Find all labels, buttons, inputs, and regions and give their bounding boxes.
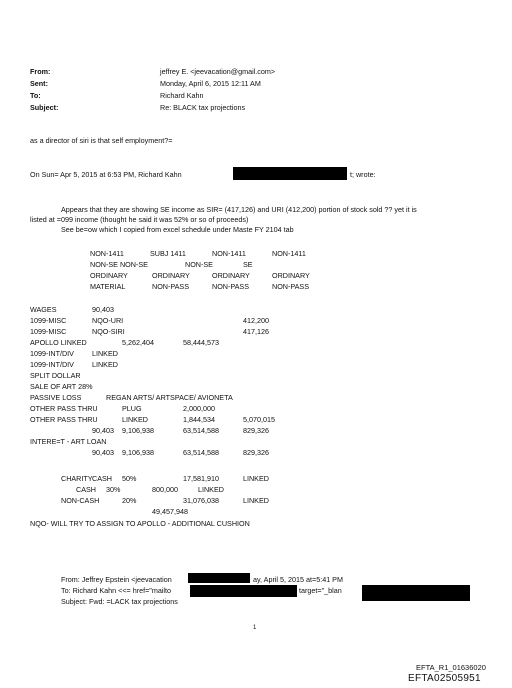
col-header: NON-SE (185, 260, 213, 269)
redaction-block (188, 573, 250, 583)
col-header: NON-PASS (272, 282, 310, 291)
forward-to-left: To: Richard Kahn <<= href="mailto (61, 586, 172, 595)
col-header: MATERIAL (90, 282, 126, 291)
charity-note: NQO- WILL TRY TO ASSIGN TO APOLLO - ADDITIONAL CUSHION (30, 519, 250, 528)
forward-from-left: From: Jeffrey Epstein <jeevacation (61, 575, 172, 584)
schedule-cell: SALE OF ART 28% (30, 382, 93, 391)
schedule-cell: 63,514,588 (183, 426, 219, 435)
schedule-cell: 5,070,015 (243, 415, 275, 424)
schedule-cell: 5,262,404 (122, 338, 154, 347)
charity-total: 49,457,948 (152, 507, 188, 516)
schedule-cell: PASSIVE LOSS (30, 393, 82, 402)
schedule-cell: 2,000,000 (183, 404, 215, 413)
schedule-cell: 1099-MISC (30, 327, 67, 336)
charity-cell: LINKED (243, 496, 269, 505)
charity-cell: CASH (92, 474, 112, 483)
col-header: NON-PASS (212, 282, 250, 291)
schedule-cell: 90,403 (92, 305, 114, 314)
paragraph-line-1: Appears that they are showing SE income as SIR= (417,126) and URI (412,200) portion of stock sold ?? yet it is (61, 205, 417, 214)
charity-cell: 20% (122, 496, 137, 505)
schedule-cell: 90,403 (92, 426, 114, 435)
footer-id-large: EFTA02505951 (408, 673, 481, 684)
schedule-cell: LINKED (92, 349, 118, 358)
schedule-cell: 412,200 (243, 316, 269, 325)
schedule-cell: 1099-INT/DIV (30, 349, 74, 358)
schedule-cell: 417,126 (243, 327, 269, 336)
schedule-cell: 829,326 (243, 448, 269, 457)
schedule-cell: APOLLO LINKED (30, 338, 87, 347)
schedule-cell: 58,444,573 (183, 338, 219, 347)
schedule-cell: REGAN ARTS/ ARTSPACE/ AVIONETA (106, 393, 233, 402)
quote-intro-right: t; wrote: (350, 170, 376, 179)
paragraph-line-3: See be=ow which I copied from excel schedule under Maste FY 2104 tab (61, 225, 294, 234)
col-header: ORDINARY (152, 271, 190, 280)
subject-label: Subject: (30, 103, 59, 112)
col-header: NON-SE NON-SE (90, 260, 148, 269)
charity-cell: CHARITY (61, 474, 93, 483)
redaction-block (233, 167, 347, 180)
from-value: jeffrey E. <jeevacation@gmail.com> (160, 67, 276, 76)
schedule-cell: OTHER PASS THRU (30, 415, 98, 424)
redaction-block (190, 585, 297, 597)
redaction-block (362, 585, 470, 601)
schedule-cell: 9,106,938 (122, 426, 154, 435)
question-line: as a director of siri is that self employment?= (30, 136, 173, 145)
schedule-cell: LINKED (92, 360, 118, 369)
to-label: To: (30, 91, 41, 100)
schedule-cell: 1099-MISC (30, 316, 67, 325)
col-header: ORDINARY (272, 271, 310, 280)
schedule-cell: 1099-INT/DIV (30, 360, 74, 369)
schedule-cell: 90,403 (92, 448, 114, 457)
from-label: From: (30, 67, 51, 76)
col-header: NON-1411 (272, 249, 306, 258)
paragraph-line-2: listed at =099 income (thought he said it was 52% or so of proceeds) (30, 215, 249, 224)
schedule-cell: 1,844,534 (183, 415, 215, 424)
schedule-cell: 829,326 (243, 426, 269, 435)
schedule-cell: INTERE=T - ART LOAN (30, 437, 107, 446)
charity-cell: 30% (106, 485, 121, 494)
charity-cell: CASH (76, 485, 96, 494)
charity-cell: 800,000 (152, 485, 178, 494)
col-header: SE (243, 260, 253, 269)
charity-cell: 17,581,910 (183, 474, 219, 483)
col-header: ORDINARY (90, 271, 128, 280)
charity-cell: 50% (122, 474, 137, 483)
schedule-cell: 63,514,588 (183, 448, 219, 457)
forward-to-right: target="_blan (299, 586, 342, 595)
schedule-cell: LINKED (122, 415, 148, 424)
schedule-cell: NQO-SIRI (92, 327, 125, 336)
charity-cell: LINKED (243, 474, 269, 483)
schedule-cell: WAGES (30, 305, 57, 314)
charity-cell: 31,076,038 (183, 496, 219, 505)
forward-subject: Subject: Fwd: =LACK tax projections (61, 597, 178, 606)
schedule-cell: SPLIT DOLLAR (30, 371, 81, 380)
footer-id-small: EFTA_R1_01636020 (416, 663, 486, 672)
schedule-cell: OTHER PASS THRU (30, 404, 98, 413)
schedule-cell: PLUG (122, 404, 142, 413)
col-header: SUBJ 1411 (150, 249, 186, 258)
col-header: NON-1411 (90, 249, 124, 258)
sent-value: Monday, April 6, 2015 12:11 AM (160, 79, 261, 88)
to-value: Richard Kahn (160, 91, 204, 100)
col-header: ORDINARY (212, 271, 250, 280)
col-header: NON-PASS (152, 282, 190, 291)
quote-intro-left: On Sun= Apr 5, 2015 at 6:53 PM, Richard Kahn (30, 170, 182, 179)
sent-label: Sent: (30, 79, 48, 88)
col-header: NON-1411 (212, 249, 246, 258)
page-number: 1 (253, 625, 257, 631)
subject-value: Re: BLACK tax projections (160, 103, 246, 112)
schedule-cell: NQO-URI (92, 316, 124, 325)
forward-from-right: ay, April 5, 2015 at=5:41 PM (253, 575, 343, 584)
charity-cell: NON-CASH (61, 496, 100, 505)
charity-cell: LINKED (198, 485, 224, 494)
schedule-cell: 9,106,938 (122, 448, 154, 457)
